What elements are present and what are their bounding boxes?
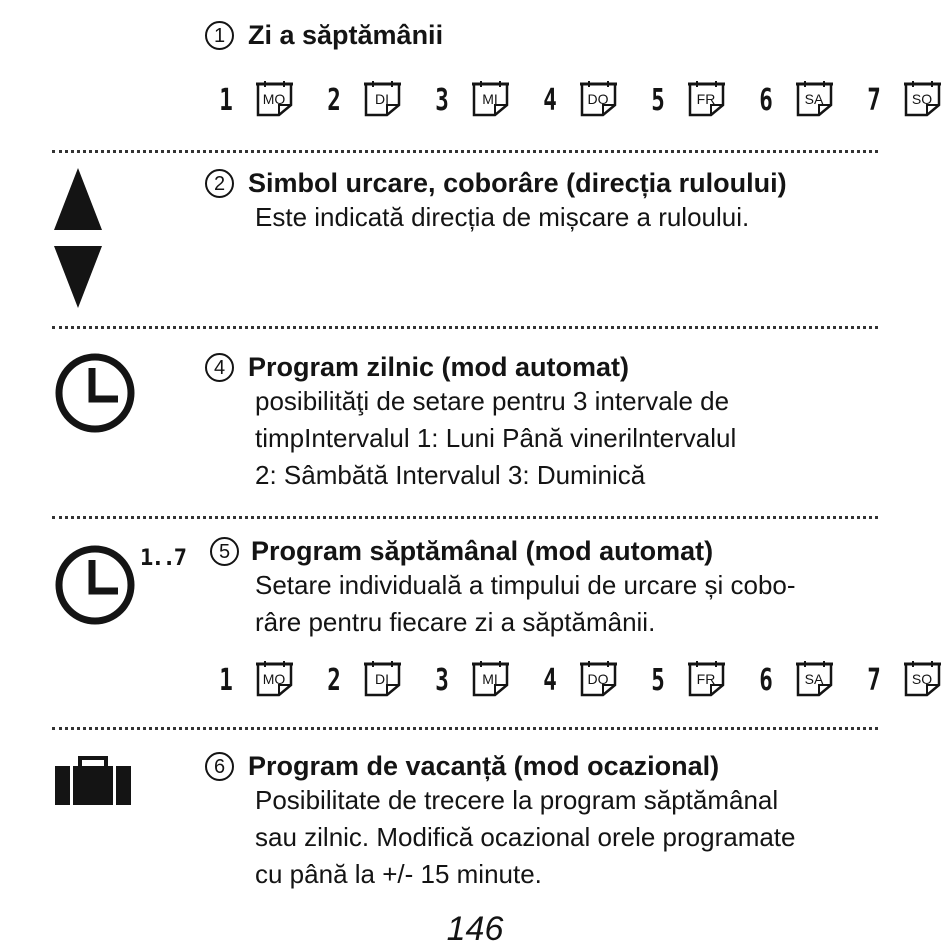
weekday-row [215, 660, 950, 700]
description-line: Setare individuală a timpului de urcare și cobo- [255, 570, 796, 600]
section-weekday-header [205, 20, 443, 51]
clock-icon [54, 352, 136, 434]
number-badge: 1 [205, 21, 234, 50]
day-label: FR [696, 671, 716, 687]
number-badge: 5 [210, 537, 239, 566]
day-digit: 2 [327, 662, 341, 698]
day-calendar-icon [471, 80, 511, 120]
week-range-badge: 1..7 [140, 546, 185, 571]
day-label: DI [375, 671, 389, 687]
day-calendar-icon [363, 660, 403, 700]
day-digit: 5 [651, 82, 665, 118]
section-daily-header [205, 352, 629, 383]
section-description [255, 199, 749, 236]
section-title: Program săptămânal (mod automat) [251, 536, 714, 566]
day-calendar-icon [687, 660, 727, 700]
description-line: posibilităţi de setare pentru 3 intervale de [255, 386, 730, 416]
divider [52, 326, 878, 329]
day-label: SO [911, 671, 933, 687]
section-vacation-header [205, 751, 719, 782]
day-calendar-icon [471, 660, 511, 700]
day-digit: 6 [759, 82, 773, 118]
day-label: DI [375, 91, 389, 107]
day-digit: 3 [435, 662, 449, 698]
section-title: Program zilnic (mod automat) [248, 352, 630, 382]
section-direction-header [205, 168, 787, 199]
day-label: MI [482, 671, 498, 687]
section-title: Zi a săptămânii [248, 20, 444, 50]
day-digit: 4 [543, 662, 557, 698]
section-description [255, 567, 796, 641]
day-label: MO [262, 91, 286, 107]
description-line: timpIntervalul 1: Luni Până vinerilntervalul [255, 423, 737, 453]
day-label: DO [587, 671, 609, 687]
divider [52, 516, 878, 519]
day-digit: 3 [435, 82, 449, 118]
weekday-row [215, 80, 950, 120]
description-line: sau zilnic. Modifică ocazional orele programate [255, 822, 796, 852]
day-label: FR [696, 91, 716, 107]
section-title: Simbol urcare, coborâre (direcția ruloului) [248, 168, 787, 198]
divider [52, 727, 878, 730]
day-digit: 6 [759, 662, 773, 698]
day-label: SA [804, 671, 824, 687]
day-calendar-icon [903, 660, 943, 700]
day-calendar-icon [255, 660, 295, 700]
day-calendar-icon [795, 660, 835, 700]
day-calendar-icon [687, 80, 727, 120]
day-calendar-icon [255, 80, 295, 120]
number-badge: 6 [205, 752, 234, 781]
day-digit: 1 [219, 662, 233, 698]
day-calendar-icon [579, 80, 619, 120]
section-weekly-header [210, 536, 713, 567]
section-description [255, 383, 736, 494]
day-label: MO [262, 671, 286, 687]
page-number: 146 [446, 910, 504, 948]
description-line: cu până la +/- 15 minute. [255, 859, 542, 889]
day-calendar-icon [795, 80, 835, 120]
clock-week-icon [54, 544, 136, 626]
day-label: SA [804, 91, 824, 107]
up-down-arrows-icon [52, 166, 104, 312]
day-label: SO [911, 91, 933, 107]
day-digit: 2 [327, 82, 341, 118]
day-digit: 4 [543, 82, 557, 118]
day-calendar-icon [903, 80, 943, 120]
day-calendar-icon [579, 660, 619, 700]
section-title: Program de vacanță (mod ocazional) [248, 751, 720, 781]
description-line: Posibilitate de trecere la program săptămânal [255, 785, 779, 815]
day-digit: 1 [219, 82, 233, 118]
suitcase-icon [54, 756, 132, 806]
day-calendar-icon [363, 80, 403, 120]
section-description [255, 782, 796, 893]
day-digit: 7 [867, 82, 881, 118]
day-label: MI [482, 91, 498, 107]
description-line: râre pentru fiecare zi a săptămânii. [255, 607, 656, 637]
description-line: Este indicată direcția de mișcare a ruloului. [255, 202, 750, 232]
divider [52, 150, 878, 153]
day-label: DO [587, 91, 609, 107]
description-line: 2: Sâmbătă Intervalul 3: Duminică [255, 460, 646, 490]
day-digit: 7 [867, 662, 881, 698]
number-badge: 4 [205, 353, 234, 382]
number-badge: 2 [205, 169, 234, 198]
day-digit: 5 [651, 662, 665, 698]
